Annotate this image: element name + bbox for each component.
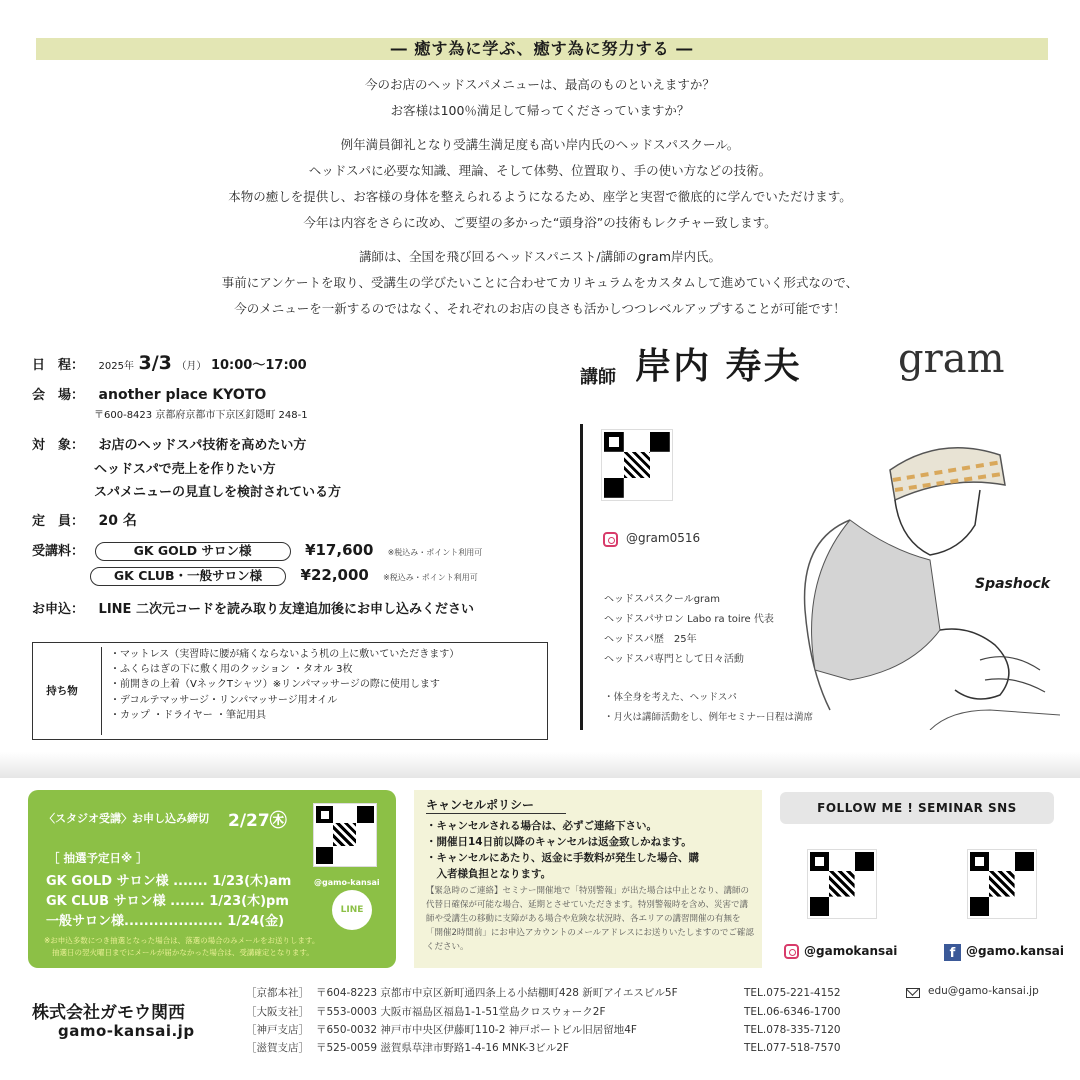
items-box: [32, 642, 548, 740]
sns-instagram-handle[interactable]: @gamokansai: [804, 944, 898, 958]
fee-tier-pill: GK GOLD サロン様: [95, 542, 291, 561]
studio-note: 抽選日の翌火曜日までにメールが届かなかった場合は、受講確定となります。: [52, 948, 314, 957]
date-time: 10:00～17:00: [210, 358, 307, 373]
fee-row-club: [90, 566, 478, 586]
instructor-heading: [580, 338, 802, 389]
gram-qr-code[interactable]: [602, 430, 672, 500]
fee-price: ¥22,000: [300, 566, 369, 584]
facebook-icon: f: [944, 944, 961, 961]
target-item: スパメニューの見直しを検討されている方: [94, 485, 342, 500]
instructor-instagram[interactable]: @gram0516: [626, 531, 701, 545]
office-tel: TEL.077-518-7570: [744, 1042, 841, 1054]
instagram-icon: [784, 944, 799, 959]
company-name: 株式会社ガモウ関西: [32, 1003, 185, 1023]
sns-facebook-handle[interactable]: @gamo.kansai: [966, 944, 1064, 958]
point-line: ・体全身を考えた、ヘッドスパ: [604, 692, 737, 703]
bio-line: ヘッドスパサロン Labo ra toire 代表: [604, 614, 774, 625]
intro-line: 今のメニューを一新するのではなく、それぞれのお店の良さも活かしつつレベルアップすることが可能です！: [234, 301, 846, 316]
studio-apply-box: [28, 790, 396, 968]
bio-line: ヘッドスパ専門として日々活動: [604, 654, 744, 665]
capacity-row: [32, 510, 137, 530]
cancel-line: ・開催日14日前以降のキャンセルは返金致しかねます。: [426, 836, 692, 848]
divider-line: [580, 424, 583, 730]
instructor-name: 岸内 寿夫: [635, 346, 802, 387]
intro-line: 今年は内容をさらに改め、ご要望の多かった“頭身浴”の技術もレクチャー致します。: [303, 215, 777, 230]
instructor-points: [604, 688, 813, 728]
list-item: ・マットレス（実習時に腰が痛くならないよう机の上に敷いていただきます）: [110, 649, 460, 660]
lottery-line: 一般サロン様.................... 1/24(金): [46, 914, 285, 929]
list-item: ・ふくらはぎの下に敷く用のクッション ・タオル 3枚: [110, 664, 353, 676]
list-item: ・前開きの上着（VネックTシャツ）※リンパマッサージの際に使用します: [110, 679, 440, 691]
fee-row-gold: [32, 540, 482, 561]
date-weekday: （月）: [176, 361, 207, 372]
venue-label: 会 場：: [32, 388, 85, 403]
cancel-title: キャンセルポリシー: [426, 796, 566, 814]
intro-line: お客様は100％満足して帰ってくださっていますか？: [390, 103, 690, 118]
office-address: 〒553-0003 大阪市福島区福島1-1-51堂島クロスウォーク2F: [316, 1006, 606, 1018]
mail-icon: [906, 988, 920, 998]
office-branch: ［滋賀支店］: [246, 1042, 309, 1054]
instructor-bio: [604, 590, 774, 670]
sns-header: FOLLOW ME ! SEMINAR SNS: [780, 792, 1054, 824]
fee-tier-pill: GK CLUB・一般サロン様: [90, 567, 286, 586]
items-label: 持ち物: [46, 685, 78, 697]
list-item: ・デコルテマッサージ・リンパマッサージ用オイル: [110, 694, 338, 706]
fee-price: ¥17,600: [305, 541, 374, 559]
intro-paragraph-3: [60, 244, 1020, 322]
office-branch: ［神戸支店］: [246, 1024, 309, 1036]
studio-deadline: 2/27㊍: [228, 811, 287, 831]
office-address: 〒525-0059 滋賀県草津市野路1-4-16 MNK-3ビル2F: [316, 1042, 569, 1054]
page-title: ― 癒す為に学ぶ、癒す為に努力する ―: [36, 38, 1048, 60]
date-year: 2025年: [98, 361, 134, 372]
company-url[interactable]: gamo-kansai.jp: [58, 1022, 195, 1040]
studio-title: 〈スタジオ受講〉お申し込み締切: [44, 812, 209, 825]
facebook-qr-code[interactable]: [968, 850, 1036, 918]
line-account-label: @gamo-kansai: [314, 878, 380, 887]
cancel-policy-box: [414, 790, 762, 968]
gram-logo: gram: [898, 336, 1005, 382]
instagram-qr-code[interactable]: [808, 850, 876, 918]
office-address: 〒650-0032 神戸市中央区伊藤町110-2 神戸ポートビル旧居留地4F: [316, 1024, 637, 1036]
venue-row: [32, 384, 266, 403]
bio-line: ヘッドスパ歴 25年: [604, 634, 697, 645]
point-line: ・月火は講師活動をし、例年セミナー日程は満席: [604, 712, 814, 723]
capacity-value: 20 名: [98, 513, 137, 529]
office-tel: TEL.075-221-4152: [744, 987, 841, 999]
cancel-line: 入者様負担となります。: [426, 868, 552, 880]
date-day: 3/3: [138, 352, 172, 374]
office-row: [246, 1022, 841, 1037]
bio-line: ヘッドスパスクールgram: [604, 594, 721, 605]
list-item: ・カップ ・ドライヤー ・筆記用具: [110, 709, 266, 721]
date-label: 日 程：: [32, 358, 85, 373]
instagram-icon: [603, 532, 618, 547]
intro-line: 例年満員御礼となり受講生満足度も高い岸内氏のヘッドスパスクール。: [340, 137, 740, 152]
section-divider: [0, 752, 1080, 778]
fee-label: 受講料：: [32, 544, 85, 559]
cancel-line: ・キャンセルにあたり、返金に手数料が発生した場合、購: [426, 852, 699, 864]
office-row: [246, 1004, 841, 1019]
lottery-line: GK GOLD サロン様 ....... 1/23(木)am: [46, 874, 292, 889]
intro-paragraph-2: [60, 132, 1020, 236]
office-branch: ［大阪支社］: [246, 1006, 309, 1018]
instructor-role: 講師: [580, 367, 616, 388]
venue-name: another place KYOTO: [98, 387, 267, 403]
apply-text: LINE 二次元コードを読み取り友達追加後にお申し込みください: [98, 602, 474, 617]
intro-line: 事前にアンケートを取り、受講生の学びたいことに合わせてカリキュラムをカスタムして進めていく形式なので、: [221, 275, 859, 290]
office-row: [246, 985, 841, 1000]
office-tel: TEL.078-335-7120: [744, 1024, 841, 1036]
apply-row: [32, 598, 474, 617]
office-address: 〒604-8223 京都市中京区新町通四条上る小結棚町428 新町アイエスビル5F: [316, 987, 678, 999]
target-row: [32, 434, 306, 453]
intro-line: 講師は、全国を飛び回るヘッドスパニスト/講師のgram岸内氏。: [359, 249, 721, 264]
fee-note: ※税込み・ポイント利用可: [387, 548, 483, 557]
contact-email[interactable]: edu@gamo-kansai.jp: [928, 985, 1039, 997]
items-list: [101, 647, 459, 735]
intro-line: 今のお店のヘッドスパメニューは、最高のものといえますか？: [365, 77, 715, 92]
office-row: [246, 1040, 841, 1055]
emergency-note: 【緊急時のご連絡】セミナー開催地で「特別警報」が出た場合は中止となり、講師の代替日確保が可能な場合、延期とさせていただきます。特別警報時を含め、災害で講師や受講生の移動に支障がある場合や危険な状況時、各エリアの講習開催の有無を「開催2時間前」にお申込アカウントのメールアドレスにお送りいたしますのでご確認ください。: [426, 886, 754, 952]
target-item: お店のヘッドスパ技術を高めたい方: [98, 438, 307, 453]
capacity-label: 定 員：: [32, 514, 85, 529]
target-item: ヘッドスパで売上を作りたい方: [94, 462, 276, 477]
lottery-line: GK CLUB サロン様 ....... 1/23(木)pm: [46, 894, 289, 909]
date-row: [32, 352, 307, 374]
line-qr-code[interactable]: [314, 804, 376, 866]
office-branch: ［京都本社］: [246, 987, 309, 999]
studio-note: ※お申込多数につき抽選となった場合は、落選の場合のみメールをお送りします。: [44, 936, 320, 945]
fee-note: ※税込み・ポイント利用可: [383, 573, 478, 582]
office-tel: TEL.06-6346-1700: [744, 1006, 841, 1018]
lottery-label: ［ 抽選予定日※ ］: [48, 851, 148, 865]
intro-paragraph-1: [60, 72, 1020, 124]
venue-address: 〒600-8423 京都府京都市下京区釘隠町 248-1: [94, 410, 308, 421]
intro-line: ヘッドスパに必要な知識、理論、そして体勢、位置取り、手の使い方などの技術。: [308, 163, 772, 178]
intro-line: 本物の癒しを提供し、お客様の身体を整えられるようになるため、座学と実習で徹底的に学んでいただけます。: [228, 189, 852, 204]
apply-label: お申込：: [32, 602, 85, 617]
target-label: 対 象：: [32, 438, 85, 453]
spashock-brand: Spashock: [975, 576, 1051, 592]
line-icon[interactable]: LINE: [332, 890, 372, 930]
cancel-line: ・キャンセルされる場合は、必ずご連絡下さい。: [426, 820, 657, 832]
